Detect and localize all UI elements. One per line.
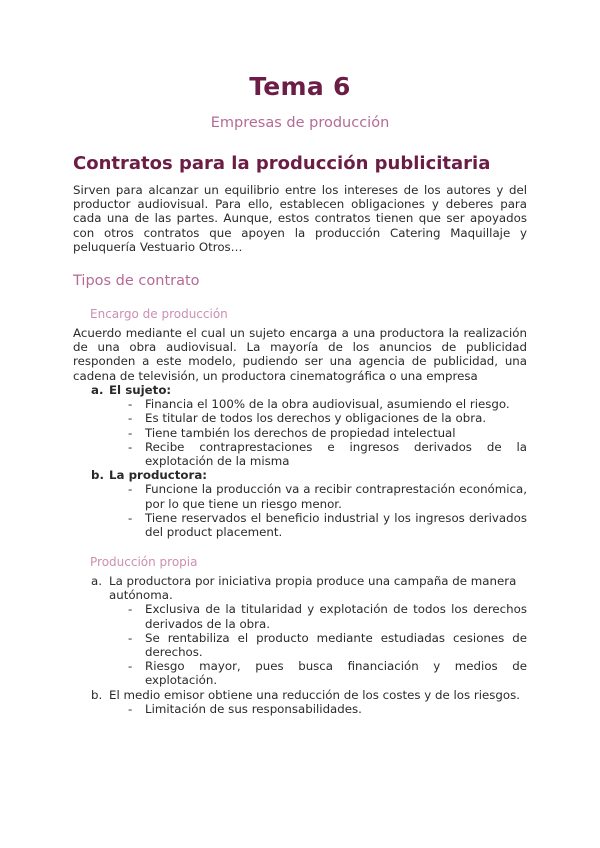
encargo-list [73,383,527,539]
bullet-text: Riesgo mayor, pues busca financiación y medios de explotación. [145,659,527,688]
dash-marker: - [128,510,133,525]
dash-marker: - [128,397,133,412]
dash-marker: - [128,630,133,645]
bullet-text: Funcione la producción va a recibir contraprestación económica, por lo que tiene un riesgo menor. [145,482,527,511]
dash-marker: - [128,602,133,617]
list-item [128,411,527,425]
list-item [73,383,527,397]
propia-list [73,574,527,716]
item-marker: a. [91,383,104,397]
bullet-text: Tiene también los derechos de propiedad intelectual [145,425,456,440]
list-item [128,659,527,687]
tipos-heading: Tipos de contrato [73,273,200,289]
dash-marker: - [128,425,133,440]
bullet-text: Financia el 100% de la obra audiovisual, asumiendo el riesgo. [145,397,510,412]
page-subtitle: Empresas de producción [210,115,390,131]
propia-heading: Producción propia [90,555,198,569]
dash-marker: - [128,482,133,497]
section-heading: Contratos para la producción publicitaria [73,153,491,174]
item-marker: b. [91,468,104,483]
item-text: El medio emisor obtiene una reducción de los costes y de los riesgos. [109,687,521,702]
item-marker: b. [91,687,103,702]
bullet-text: Limitación de sus responsabilidades. [145,701,362,716]
encargo-heading: Encargo de producción [90,307,228,321]
encargo-description: Acuerdo mediante el cual un sujeto encarga a una productora la realización de una obra audiovisual. La mayoría de los anuncios de publicidad responden a este modelo, pudiendo ser una agencia de publicidad, una cadena de televisión, un productora cinematográfica o una empresa [73,326,527,383]
list-item [73,468,527,482]
bullet-text: Tiene reservados el beneficio industrial y los ingresos derivados del product placement. [145,510,527,540]
bullet-text: Exclusiva de la titularidad y explotación de todos los derechos derivados de la obra. [145,602,527,631]
list-item [73,688,527,702]
list-item [128,702,527,716]
page-title: Tema 6 [249,72,351,101]
dash-marker: - [128,701,133,716]
list-item [128,511,527,539]
list-item [128,631,527,659]
list-item [128,397,527,411]
item-text: La productora por iniciativa propia produce una campaña de manera autónoma. [109,574,517,603]
list-item [128,602,527,630]
dash-marker: - [128,659,133,674]
list-item [73,574,527,602]
list-item [128,440,527,468]
item-marker: a. [91,574,102,588]
dash-marker: - [128,439,133,454]
bullet-text: Recibe contraprestaciones e ingresos derivados de la explotación de la misma [145,439,527,469]
intro-paragraph: Sirven para alcanzar un equilibrio entre los intereses de los autores y del productor audiovisual. Para ello, establecen obligaciones y deberes para cada una de las partes. Aunque, estos contratos tienen que ser apoyados con otros contratos que apoyen la producción Catering Maquillaje y peluquería Vestuario Otros… [73,183,527,254]
list-item [128,426,527,440]
item-label: El sujeto: [109,383,172,397]
dash-marker: - [128,411,133,426]
item-label: La productora: [109,468,208,483]
list-item [128,482,527,510]
bullet-text: Se rentabiliza el producto mediante estudiadas cesiones de derechos. [145,630,527,660]
bullet-text: Es titular de todos los derechos y obligaciones de la obra. [145,411,487,426]
